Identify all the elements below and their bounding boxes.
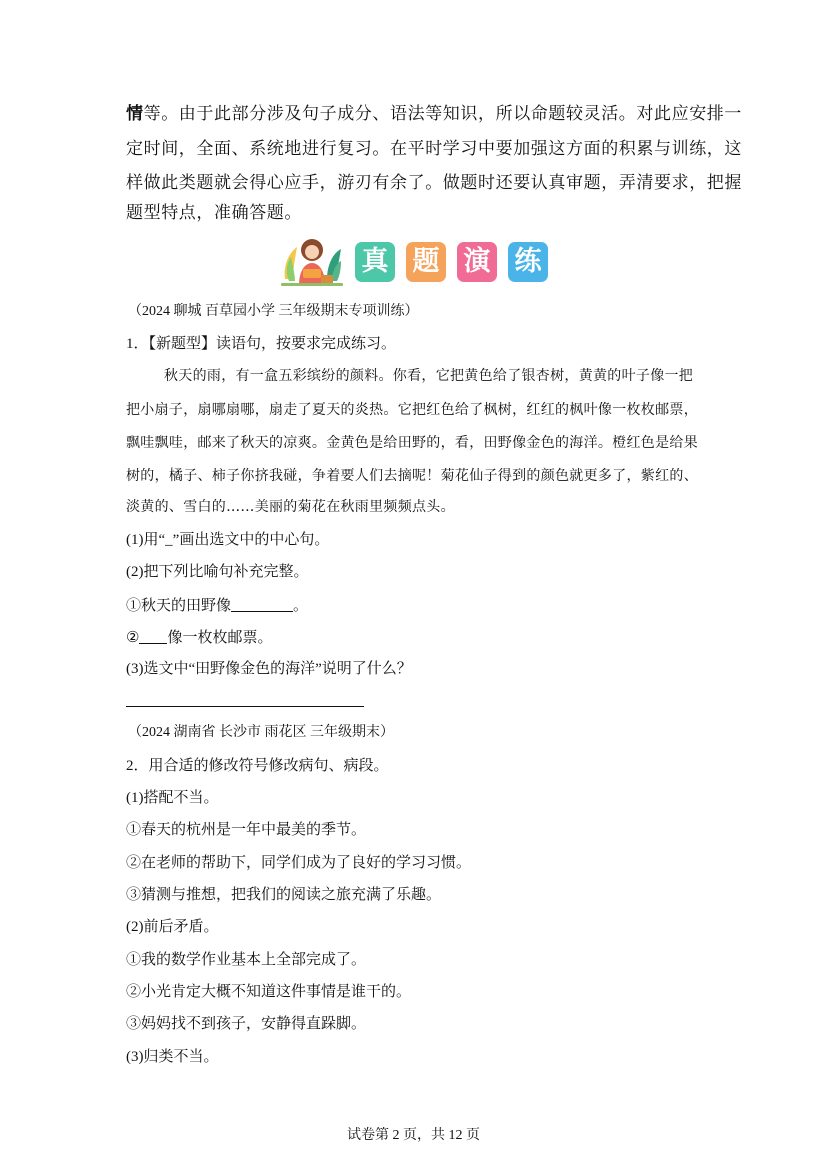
q1-sub2-a-prefix: ①秋天的田野像 xyxy=(126,598,232,614)
intro-bold-char: 情 xyxy=(126,104,144,124)
q1-passage-line-3: 飘哇飘哇，邮来了秋天的凉爽。金黄色是给田野的，看，田野像金色的海洋。橙红色是给果 xyxy=(126,435,698,451)
intro-line-4: 题型特点，准确答题。 xyxy=(126,203,302,223)
q2-section-3-heading: (3)归类不当。 xyxy=(126,1049,219,1065)
banner-tile-3: 演 xyxy=(457,242,497,282)
q1-source: （2024 聊城 百草园小学 三年级期末专项训练） xyxy=(128,304,419,319)
q1-sub2-b xyxy=(126,629,272,646)
q2-section-1-heading: (1)搭配不当。 xyxy=(126,790,219,806)
q2-section-1-item-2: ②在老师的帮助下，同学们成为了良好的学习习惯。 xyxy=(126,855,472,871)
q1-title: 1．【新题型】读语句，按要求完成练习。 xyxy=(126,336,397,352)
intro-line-2: 定时间，全面、系统地进行复习。在平时学习中要加强这方面的积累与训练，这 xyxy=(126,139,742,159)
q2-title: 2．用合适的修改符号修改病句、病段。 xyxy=(126,758,389,774)
q1-passage-line-4: 树的，橘子、柿子你挤我碰，争着要人们去摘呢！菊花仙子得到的颜色就更多了，紫红的、 xyxy=(126,468,698,484)
q1-sub2-b-prefix: ② xyxy=(126,630,140,646)
q2-section-1-item-1: ①春天的杭州是一年中最美的季节。 xyxy=(126,822,367,838)
underline-mark: _ xyxy=(165,532,173,548)
q1-sub2-a-suffix: 。 xyxy=(293,598,309,614)
q1-sub2: (2)把下列比喻句补充完整。 xyxy=(126,564,309,580)
q2-source: （2024 湖南省 长沙市 雨花区 三年级期末） xyxy=(128,725,394,740)
q1-passage-line-1: 秋天的雨，有一盒五彩缤纷的颜料。你看，它把黄色给了银杏树，黄黄的叶子像一把 xyxy=(164,368,694,384)
q1-passage-line-5: 淡黄的、雪白的……美丽的菊花在秋雨里频频点头。 xyxy=(126,499,455,515)
answer-line[interactable] xyxy=(126,706,364,707)
q2-section-2-item-2: ②小光肯定大概不知道这件事情是谁干的。 xyxy=(126,984,412,1000)
banner-tile-4: 练 xyxy=(508,242,548,282)
reading-girl-illustration xyxy=(281,235,343,287)
q2-section-2-item-3: ③妈妈找不到孩子，安静得直跺脚。 xyxy=(126,1016,367,1032)
intro-line-1-text: 等。由于此部分涉及句子成分、语法等知识，所以命题较灵活。对此应安排一 xyxy=(143,104,743,124)
q1-passage-line-2: 把小扇子，扇哪扇哪，扇走了夏天的炎热。它把红色给了枫树，红红的枫叶像一枚枚邮票， xyxy=(126,402,698,418)
q1-sub1-suffix: ”画出选文中的中心句。 xyxy=(172,532,330,548)
answer-blank[interactable] xyxy=(139,629,167,644)
q2-section-1-item-3: ③猜测与推想，把我们的阅读之旅充满了乐趣。 xyxy=(126,887,442,903)
q2-section-2-heading: (2)前后矛盾。 xyxy=(126,919,219,935)
intro-line-1 xyxy=(126,106,742,123)
q1-sub2-a xyxy=(126,597,308,614)
answer-blank[interactable] xyxy=(231,597,293,612)
q1-sub1-prefix: (1)用“ xyxy=(126,532,166,548)
q1-sub3: (3)选文中“田野像金色的海洋”说明了什么？ xyxy=(126,661,412,677)
banner-tile-1: 真 xyxy=(355,242,395,282)
page-footer: 试卷第 2 页，共 12 页 xyxy=(347,1128,480,1143)
banner-tile-2: 题 xyxy=(406,242,446,282)
q1-sub2-b-suffix: 像一枚枚邮票。 xyxy=(167,630,273,646)
q1-sub1 xyxy=(126,533,329,548)
intro-line-3: 样做此类题就会得心应手，游刃有余了。做题时还要认真审题，弄清要求，把握 xyxy=(126,173,742,193)
section-banner xyxy=(281,235,549,287)
q2-section-2-item-1: ①我的数学作业基本上全部完成了。 xyxy=(126,952,367,968)
